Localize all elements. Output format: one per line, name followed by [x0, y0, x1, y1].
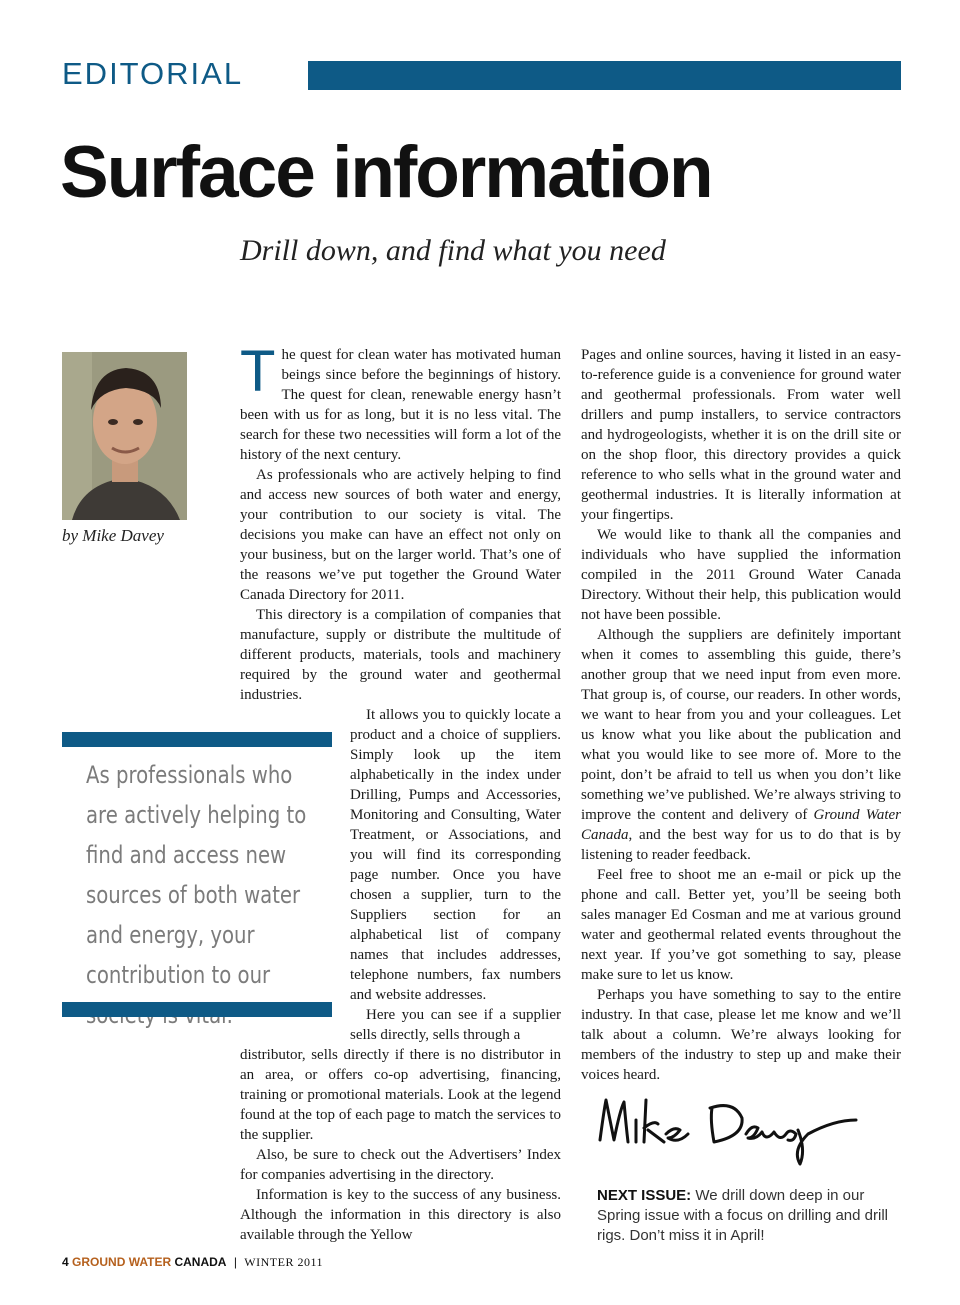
article-paragraph: Feel free to shoot me an e-mail or pick up the phone and call. Better yet, you’ll be seeing both sales manager Ed Cosman and me at various ground water and geothermal related events throughout the next year. If you’ve got something to say, please make sure to let us know.	[581, 867, 901, 983]
article-paragraph: Although the suppliers are definitely important when it comes to assembling this guide, there’s another group that we need input from even more. That group is, of course, our readers. In other words, we want to hear from you and your colleagues. Let us know what you like about the publication and what you would like to see more of. More to the point, don’t be afraid to tell us when you don’t like something we’ve published. We’re always striving to improve the content and delivery of Ground Water Canada, and the best way for us to do that is by listening to reader feedback.	[581, 627, 901, 863]
article-paragraph: Pages and online sources, having it listed in an easy-to-reference guide is a convenience for ground water and geothermal professionals. From water well drillers and pump installers, to service contractors and hydrogeologists, whether it is on the drill site or on the shop floor, this directory provides a quick reference to who sells what in the ground water and geothermal industries. It is literally information at your fingertips.	[581, 347, 901, 523]
page-number: 4	[62, 1255, 69, 1269]
author-photo	[62, 352, 187, 520]
magazine-name: GROUND WATER CANADA	[72, 1255, 227, 1269]
headline: Surface information	[60, 132, 712, 213]
article-paragraph: Perhaps you have something to say to the entire industry. In that case, please let me know and we’ll talk about a column. We’re always looking for members of the industry to step up and make their voices heard.	[581, 987, 901, 1083]
article-paragraph: It allows you to quickly locate a product and a choice of suppliers. Simply look up the item alphabetically in the index under Drilling, Pumps and Accessories, Monitoring and Consulting, Water Treatment, or Associations, and you will find its corresponding page number. Once you have chosen a supplier, turn to the Suppliers section for an alphabetical list of company names that includes addresses, telephone numbers, fax numbers and website addresses.	[350, 707, 561, 1003]
article-paragraph: Information is key to the success of any business. Although the information in this directory is also available through the Yellow	[240, 1187, 561, 1243]
drop-cap: T	[240, 339, 276, 404]
article-column-1-middle	[350, 705, 561, 1045]
article-column-2	[581, 345, 901, 1085]
article-paragraph: Here you can see if a supplier sells directly, sells through a	[350, 1007, 561, 1043]
pullquote-bar-top	[62, 732, 332, 747]
article-paragraph: We would like to thank all the companies and individuals who have supplied the information compiled in the 2011 Ground Water Canada Directory. Without their help, this publication would not have been possible.	[581, 527, 901, 623]
footer-separator: |	[233, 1255, 237, 1269]
author-signature	[594, 1090, 864, 1170]
article-paragraph: As professionals who are actively helping to find and access new sources of both water and energy, your contribution to our society is vital. The decisions you make can have an effect not only on your business, but on the larger world. That’s one of the reasons we’ve put together the Ground Water Canada Directory for 2011.	[240, 467, 561, 603]
next-issue-label: NEXT ISSUE:	[597, 1187, 692, 1204]
article-column-1-top	[240, 339, 561, 705]
deck-subtitle: Drill down, and find what you need	[240, 234, 666, 267]
section-bar	[308, 61, 901, 90]
issue-date: WINTER 2011	[244, 1255, 324, 1269]
byline: by Mike Davey	[62, 526, 164, 545]
article-paragraph: The quest for clean water has motivated human beings since before the beginnings of history. The quest for clean, renewable energy hasn’t been with us for as long, but it is no less vital. The search for these two necessities will form a lot of the history of the next century.	[240, 339, 561, 463]
section-label: EDITORIAL	[62, 56, 244, 91]
next-issue-note	[597, 1186, 901, 1246]
article-paragraph: Also, be sure to check out the Advertisers’ Index for companies advertising in the directory.	[240, 1147, 561, 1183]
article-paragraph: distributor, sells directly if there is no distributor in an area, or offers co-op advertising, financing, training or promotional materials. Look at the legend found at the top of each page to match the services to the supplier.	[240, 1047, 561, 1143]
page-footer	[62, 1255, 323, 1270]
article-column-1-bottom	[240, 1045, 561, 1245]
next-issue-text: We drill down deep in our Spring issue with a focus on drilling and drill rigs. Don’t miss it in April!	[597, 1187, 888, 1244]
article-paragraph: This directory is a compilation of companies that manufacture, supply or distribute the multitude of different products, materials, tools and machinery required by the ground water and geothermal industries.	[240, 607, 561, 703]
pullquote-bar-bottom	[62, 1002, 332, 1017]
pull-quote: As professionals who are actively helping to find and access new sources of both water and energy, your contribution to our	[86, 761, 307, 989]
